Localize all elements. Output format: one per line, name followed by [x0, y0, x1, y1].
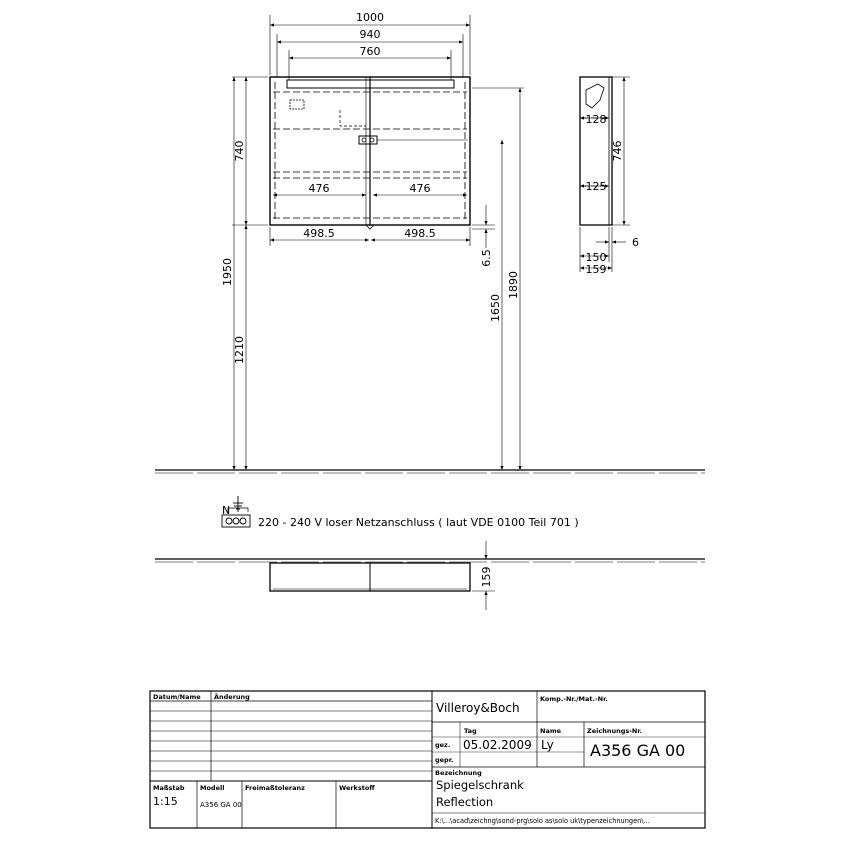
dim-150: 150 [585, 251, 607, 264]
neutral-label: N [222, 504, 231, 517]
dim-159-side: 159 [585, 263, 607, 276]
drawing-date: 05.02.2009 [463, 738, 532, 752]
connection-text: 220 - 240 V loser Netzanschluss ( laut VDE 0100 Teil 701 ) [258, 516, 579, 529]
front-view [232, 15, 524, 470]
dim-940: 940 [359, 28, 381, 41]
dim-1650: 1650 [489, 294, 502, 322]
dim-128: 128 [585, 113, 607, 126]
side-view [580, 77, 630, 272]
bezeichnung-line1: Spiegelschrank [436, 778, 524, 792]
dim-760: 760 [359, 45, 381, 58]
dim-1000: 1000 [356, 11, 384, 24]
label-modell: Modell [200, 784, 225, 792]
dim-476-right: 476 [409, 182, 431, 195]
floor-line [155, 470, 705, 473]
dim-476-left: 476 [308, 182, 330, 195]
label-datum-name: Datum/Name [153, 693, 201, 701]
label-massstab: Maßstab [153, 784, 185, 792]
dim-1950: 1950 [221, 258, 234, 286]
dim-740: 740 [233, 140, 246, 162]
dim-1890: 1890 [507, 271, 520, 299]
label-bezeichnung: Bezeichnung [435, 769, 482, 777]
label-name: Name [540, 727, 562, 735]
drawing-number: A356 GA 00 [590, 741, 686, 760]
label-zeichnungs-nr: Zeichnungs-Nr. [587, 727, 643, 735]
drawing-initials: Ly [541, 738, 554, 752]
label-aenderung: Änderung [214, 693, 250, 701]
file-path: K:\...\acad\zeichng\sond-prg\solo as\solo uk\typenzeichnungen\... [435, 817, 650, 825]
label-tag: Tag [464, 727, 477, 735]
modell-value: A356 GA 00 [200, 801, 242, 809]
top-view [155, 541, 705, 610]
dim-159-top: 159 [480, 566, 493, 588]
dim-746: 746 [611, 140, 624, 162]
dim-125: 125 [585, 180, 607, 193]
company-name: Villeroy&Boch [436, 701, 520, 715]
label-werkstoff: Werkstoff [339, 784, 375, 792]
dim-6: 6 [632, 236, 639, 249]
dim-1210: 1210 [233, 336, 246, 364]
label-komp-nr: Komp.-Nr./Mat.-Nr. [540, 695, 608, 703]
dim-498-right: 498.5 [404, 227, 436, 240]
bezeichnung-line2: Reflection [436, 795, 494, 809]
scale-value: 1:15 [153, 795, 178, 808]
dim-498-left: 498.5 [303, 227, 335, 240]
label-gez: gez. [435, 741, 451, 749]
side-outline [580, 77, 612, 225]
label-toleranz: Freimaßtoleranz [245, 784, 305, 792]
dim-6-5: 6.5 [480, 249, 493, 267]
label-gepr: gepr. [435, 756, 454, 764]
